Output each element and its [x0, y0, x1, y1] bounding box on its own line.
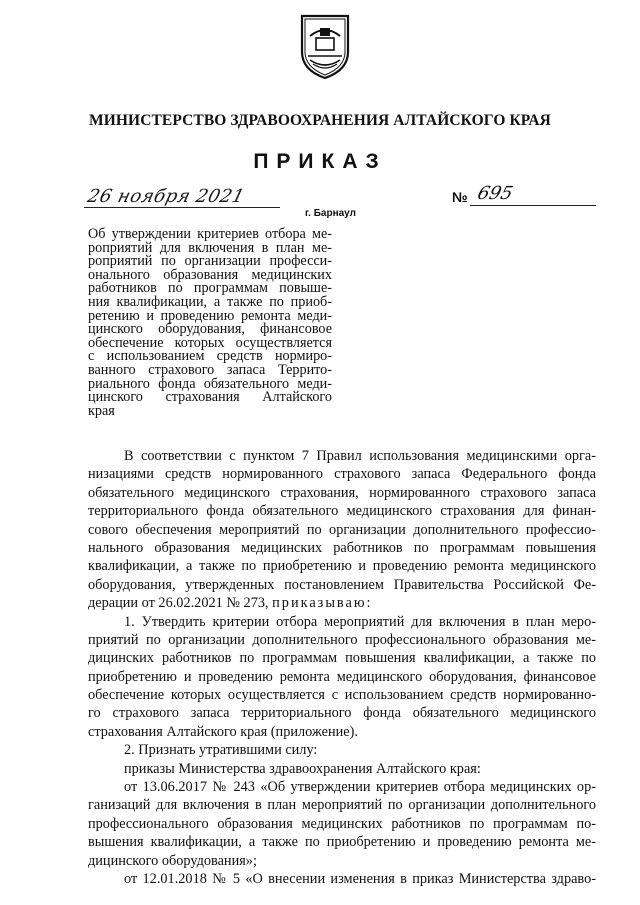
body-line: приобретению и проведению ремонта медицинского оборудования, финансовое — [88, 668, 596, 685]
body-line: от 13.06.2017 № 243 «Об утверждении критериев отбора медицинских ор- — [124, 779, 596, 796]
subject-line: онального образования медицинских — [88, 266, 332, 283]
coat-of-arms-icon — [296, 12, 354, 80]
body-line: нального образования медицинских работников по программам повышения — [88, 539, 596, 556]
subject-line: цинского страхования Алтайского — [88, 389, 332, 406]
body-line: территориального фонда обязательного медицинского страхования для финан- — [88, 503, 596, 520]
body-line: 2. Признать утратившими силу: — [124, 742, 318, 759]
body-line: го страхового запаса территориального фонда обязательного медицинского — [88, 705, 596, 722]
body-line: оборудования, утвержденных постановлением Правительства Российской Фе- — [88, 576, 596, 593]
body-line: профессионального образования медицинских работников по программам по- — [88, 815, 596, 832]
subject-line: ния квалификации, а также по приоб- — [88, 293, 332, 310]
body-line: от 12.01.2018 № 5 «О внесении изменения в приказ Министерства здраво- — [124, 870, 596, 887]
body-line: обязательного медицинского страхования, нормированного страхового запаса — [88, 484, 596, 501]
body-line: низациями средств нормированного страхового запаса Федерального фонда — [88, 466, 596, 483]
subject-line: риального фонда обязательного меди- — [88, 375, 332, 392]
subject-line: цинского оборудования, финансовое — [88, 321, 332, 338]
city-label: г. Барнаул — [305, 208, 356, 219]
order-body — [88, 447, 596, 888]
subject-line: края — [88, 402, 115, 419]
body-line: дицинских работников по программам повышения квалификации, а также по — [88, 650, 596, 667]
subject-line: роприятий для включения в план ме- — [88, 239, 332, 256]
body-line: квалификации, а также по приобретению и проведению ремонта медицинского — [88, 558, 596, 575]
subject-line: Об утверждении критериев отбора ме- — [88, 226, 332, 242]
body-line: приятий по организации дополнительного профессионального образования ме- — [88, 631, 596, 648]
ministry-name: МИНИСТЕРСТВО ЗДРАВООХРАНЕНИЯ АЛТАЙСКОГО КРАЯ — [89, 112, 551, 129]
body-line: страхования Алтайского края (приложение). — [88, 723, 358, 740]
handwritten-date: 26 ноября 2021 — [85, 186, 247, 207]
body-line: В соответствии с пунктом 7 Правил использования медицинскими орга- — [124, 448, 596, 464]
body-line: дицинского оборудования»; — [88, 852, 257, 869]
body-line: приказы Министерства здравоохранения Алтайского края: — [124, 760, 481, 777]
handwritten-number: 695 — [475, 183, 515, 204]
number-sign: № — [452, 189, 468, 205]
subject-line: ванного страхового запаса Террито- — [88, 361, 332, 378]
document-type-title: ПРИКАЗ — [253, 150, 387, 173]
number-underline — [470, 205, 596, 206]
subject-line: ретению и проведению ремонта меди- — [88, 307, 332, 324]
body-line: вышения квалификации, а также по приобретению и проведению ремонта ме- — [88, 834, 596, 851]
body-line: обеспечение которых осуществляется с использованием средств нормированно- — [88, 687, 596, 704]
date-underline — [84, 207, 280, 208]
order-subject — [88, 228, 332, 418]
subject-line: с использованием средств нормиро- — [88, 348, 332, 365]
subject-line: работников по программам повыше- — [88, 280, 332, 297]
body-line: дерации от 26.02.2021 № 273, — [88, 595, 269, 612]
order-word: приказываю: — [272, 595, 373, 612]
body-line: 1. Утвердить критерии отбора мероприятий для включения в план меро- — [124, 613, 596, 630]
body-line: ганизаций для включения в план мероприятий по организации дополнительного — [88, 797, 596, 814]
body-line-with-order-word — [88, 594, 596, 612]
subject-line: обеспечение которых осуществляется — [88, 334, 332, 351]
subject-line: роприятий по организации професси- — [88, 253, 332, 270]
body-line: сового обеспечения мероприятий по организации дополнительного профессио- — [88, 521, 596, 538]
